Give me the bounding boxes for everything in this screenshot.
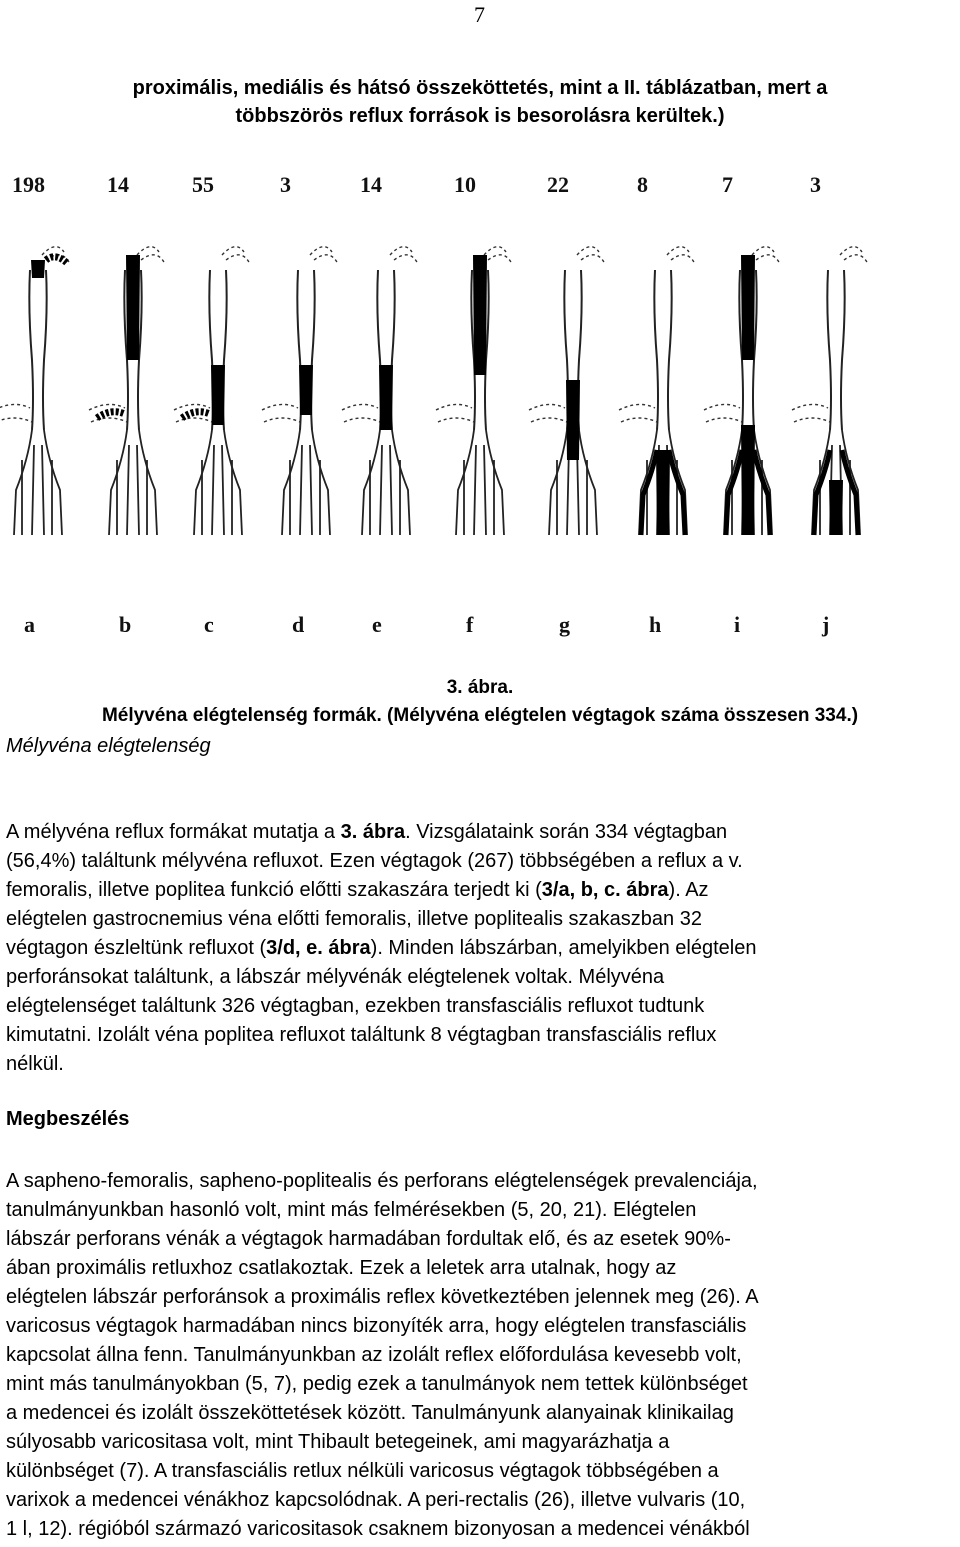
vein-limb <box>619 247 695 535</box>
limb-letter-label: i <box>734 612 741 637</box>
reflux-source <box>97 412 125 418</box>
vein-limb <box>174 247 250 535</box>
page-number: 7 <box>474 2 485 27</box>
section-heading-deep-vein: Mélyvéna elégtelenség <box>6 735 211 757</box>
text-line <box>6 963 956 992</box>
paragraph-discussion <box>6 1167 956 1544</box>
text-line <box>6 847 956 876</box>
text-line: 1 l, 12). régióból származó varicositasok csaknem bizonyosan a medencei vénákból <box>6 1518 750 1540</box>
reflux-segment <box>741 255 755 360</box>
figure-number: 3. ábra. <box>446 677 514 698</box>
limb-count-label: 14 <box>360 172 382 197</box>
vein-limb <box>89 247 165 535</box>
text-segment: ). Minden lábszárban, amelyikben elégtelen <box>370 937 757 959</box>
text-segment: femoralis, illetve poplitea funkció előtti szakaszára terjedt ki ( <box>6 879 542 901</box>
intro-text <box>0 74 960 130</box>
text-line <box>6 934 956 963</box>
limb-count-label: 14 <box>107 172 129 197</box>
limb-count-label: 10 <box>454 172 476 197</box>
figure-reference: 3/a, b, c. ábra <box>541 879 669 901</box>
text-line: tanulmányunkban hasonló volt, mint más felmérésekben (5, 20, 21). Elégtelen <box>6 1199 697 1221</box>
reflux-segment <box>473 255 487 375</box>
text-segment: elégtelenséget találtunk 326 végtagban, ezekben transfasciális refluxot tudtunk <box>6 995 705 1017</box>
limb-letter-label: h <box>649 612 662 637</box>
vein-limb <box>262 247 338 535</box>
limb-letter-label: e <box>372 612 382 637</box>
text-line: lábszár perforans vénák a végtagok harmadában fordultak elő, és az esetek 90%- <box>6 1228 731 1250</box>
text-line: súlyosabb varicositasa volt, mint Thibault betegeinek, ami magyarázhatja a <box>6 1431 670 1453</box>
text-line: különbséget (7). A transfasciális retlux nélküli varicosus végtagok többségében a <box>6 1460 719 1482</box>
vein-reflux-figure <box>0 160 960 650</box>
text-line: elégtelen lábszár perforánsok a proximális reflex következtében jelennek meg (26). A <box>6 1286 759 1308</box>
reflux-segment <box>299 365 313 415</box>
text-line: a medencei és izolált összeköttetések között. Tanulmányunk alanyainak klinikailag <box>6 1402 734 1424</box>
text-line <box>6 1021 956 1050</box>
limb-count-label: 55 <box>192 172 214 197</box>
limb-count-label: 7 <box>722 172 733 197</box>
limb-letter-label: f <box>466 612 474 637</box>
figure-caption: Mélyvéna elégtelenség formák. (Mélyvéna elégtelen végtagok száma összesen 334.) <box>101 705 859 726</box>
text-segment: végtagon észleltünk refluxot ( <box>6 937 267 959</box>
text-segment: . Vizsgálataink során 334 végtagban <box>405 821 728 843</box>
text-segment: A mélyvéna reflux formákat mutatja a <box>6 821 341 843</box>
limb-count-label: 3 <box>810 172 821 197</box>
text-line: A sapheno-femoralis, sapheno-poplitealis és perforans elégtelenségek prevalenciája, <box>6 1170 758 1192</box>
reflux-segment <box>126 255 140 360</box>
limb-letter-label: g <box>559 612 570 637</box>
reflux-segment <box>31 260 45 278</box>
text-line: varixok a medencei vénákhoz kapcsolódnak. A peri-rectalis (26), illetve vulvaris (10, <box>6 1489 746 1511</box>
vein-limb <box>792 247 868 535</box>
text-line: varicosus végtagok harmadában nincs bizonyíték arra, hogy elégtelen transfasciális <box>6 1315 747 1337</box>
intro-line: proximális, mediális és hátsó összekötteté‌s, mint a II. táblázatban, mert a <box>132 77 828 99</box>
text-line: kapcsolat állna fenn. Tanulmányunkban az izolált reflex előfordulása kevesebb volt, <box>6 1344 742 1366</box>
limb-count-label: 22 <box>547 172 569 197</box>
intro-line: többszörös reflux források is besorolásra kerültek.) <box>235 105 725 127</box>
vein-limb <box>704 247 780 535</box>
reflux-segment <box>829 480 843 535</box>
limb-letter-label: b <box>119 612 132 637</box>
text-line: ában proximális retluxhoz csatlakoztak. Ezek a leletek arra utalnak, hogy az <box>6 1257 677 1279</box>
limb-letter-label: d <box>292 612 305 637</box>
text-segment: nélkül. <box>6 1053 64 1075</box>
limb-count-label: 8 <box>637 172 648 197</box>
text-segment: ). Az <box>668 879 709 901</box>
figure-reference: 3/d, e. ábra <box>266 937 371 959</box>
text-line: mint más tanulmányokban (5, 7), pedig ezek a tanulmányok nem tettek különbséget <box>6 1373 748 1395</box>
reflux-segment <box>566 380 580 460</box>
limb-count-label: 198 <box>12 172 45 197</box>
vein-limb <box>529 247 605 535</box>
text-segment: perforánsokat találtunk, a lábszár mélyvénák elégtelenek voltak. Mélyvéna <box>6 966 665 988</box>
vein-limb <box>0 247 70 535</box>
text-line <box>6 1050 956 1079</box>
vein-limb <box>342 247 418 535</box>
vein-limb <box>436 247 512 535</box>
text-segment: (56,4%) találtunk mélyvéna refluxot. Ezen végtagok (267) többségében a reflux a v. <box>6 850 743 872</box>
figure-reference: 3. ábra <box>340 821 406 843</box>
reflux-segment <box>656 450 670 535</box>
reflux-segment <box>379 365 393 430</box>
paragraph-deep-vein <box>6 818 956 1079</box>
section-heading-discussion: Megbeszélés <box>6 1108 130 1130</box>
limb-letter-label: a <box>24 612 35 637</box>
reflux-source <box>182 412 210 418</box>
limb-letter-label: c <box>204 612 214 637</box>
reflux-segment <box>211 365 225 425</box>
text-line <box>6 818 956 847</box>
text-segment: elégtelen gastrocnemius véna előtti femoralis, illetve poplitealis szakaszban 32 <box>6 908 702 930</box>
text-line <box>6 905 956 934</box>
vein-diagram <box>0 160 960 650</box>
text-segment: kimutatni. Izolált véna poplitea refluxot találtunk 8 végtagban transfasciális reflux <box>6 1024 717 1046</box>
text-line <box>6 876 956 905</box>
limb-count-label: 3 <box>280 172 291 197</box>
limb-letter-label: j <box>822 612 830 637</box>
text-line <box>6 992 956 1021</box>
reflux-segment <box>741 425 755 535</box>
